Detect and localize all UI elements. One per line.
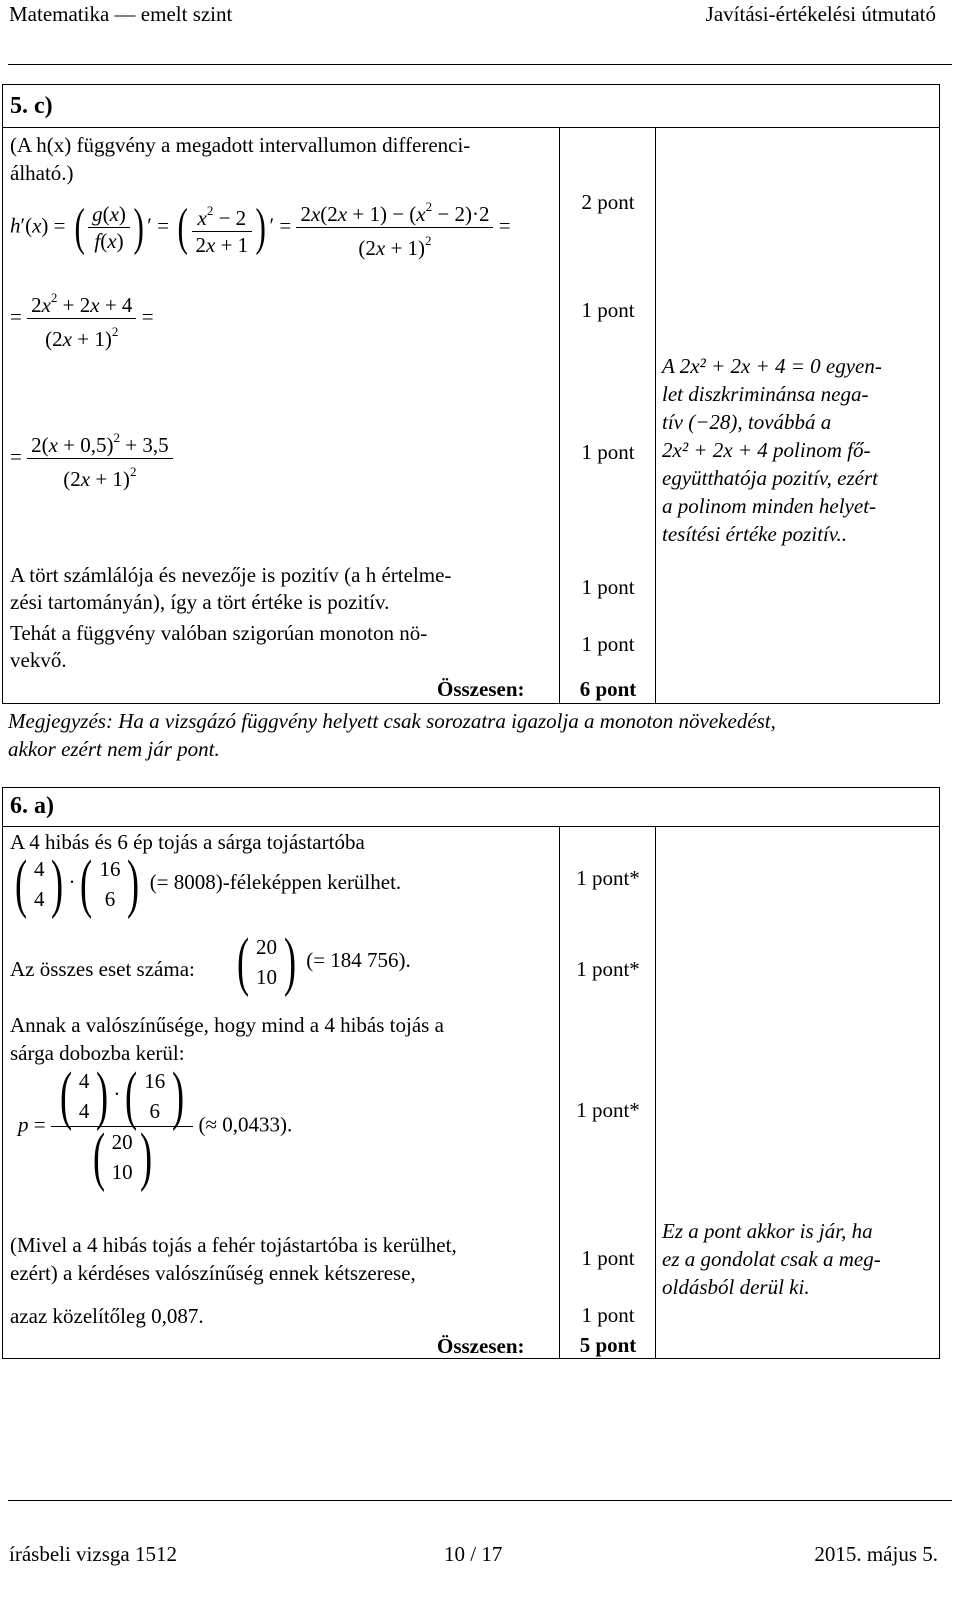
footer-right: 2015. május 5. xyxy=(814,1542,938,1566)
task5c-intro: (A h(x) függvény a megadott intervallumon differenci- xyxy=(10,133,471,157)
points: 2 pont xyxy=(581,190,635,214)
task5c-conclusion: Tehát a függvény valóban szigorúan monoton nö- xyxy=(10,621,428,645)
derivative-simplified: = $\frac{2x^2 + 2x + 4}{(2x + 1)^2}$ = xyxy=(10,285,154,352)
header-left: Matematika — emelt szint xyxy=(9,2,233,26)
task5c-side-note: A 2x² + 2x + 4 = 0 egyen- let diszkriminánsa nega- tív (−28), továbbá a 2x² + 2x + 4 polinom fő- együtthatója pozitív, ezért a polinom minden helyet- tesítési értéke pozitív.. xyxy=(662,354,882,546)
binomial-total: ( 20 10 ) (= 184 756). xyxy=(236,925,411,998)
task5c-title: 5. c) xyxy=(10,93,53,119)
points: 1 pont xyxy=(581,575,635,599)
points: 1 pont xyxy=(581,298,635,322)
points: 1 pont* xyxy=(576,866,640,890)
header-right: Javítási-értékelési útmutató xyxy=(705,2,936,26)
task5c-intro-2: álható.) xyxy=(10,161,74,185)
task6a-double: (Mivel a 4 hibás tojás a fehér tojástartóba is kerülhet, xyxy=(10,1233,457,1257)
task6a-prob-text: Annak a valószínűsége, hogy mind a 4 hibás tojás a xyxy=(10,1013,444,1037)
points: 1 pont* xyxy=(576,957,640,981)
task5c-remark-2: akkor ezért nem jár pont. xyxy=(8,737,220,761)
task6a-total-label: Összesen: xyxy=(437,1334,525,1358)
task5c-conclusion-2: vekvő. xyxy=(10,648,67,672)
points: 1 pont* xyxy=(576,1098,640,1122)
probability-formula: p = ( 4 4 ) ·( 16 6 ) ( 20 10 ) (≈ 0,0433). xyxy=(18,1059,293,1193)
footer-rule xyxy=(8,1500,952,1501)
derivative-completed-square: = $\frac{2(x + 0,5)^2 + 3,5}{(2x + 1)^2}$ xyxy=(10,425,173,492)
footer-left: írásbeli vizsga 1512 xyxy=(9,1542,177,1566)
binomial-product: ( 4 4 ) ·( 16 6 ) (= 8008)-féleképpen kerülhet. xyxy=(14,847,402,920)
footer-center: 10 / 17 xyxy=(444,1542,503,1566)
points: 1 pont xyxy=(581,1246,635,1270)
header-rule xyxy=(8,64,952,65)
task6a-approx: azaz közelítőleg 0,087. xyxy=(10,1304,204,1328)
total-points: 6 pont xyxy=(579,677,637,701)
task6a-prob-text-2: sárga dobozba kerül: xyxy=(10,1041,185,1065)
total-points: 5 pont xyxy=(579,1333,637,1357)
points: 1 pont xyxy=(581,1303,635,1327)
task6a-all-cases: Az összes eset száma: xyxy=(10,957,195,981)
task6a-line1: A 4 hibás és 6 ép tojás a sárga tojástartóba xyxy=(10,830,365,854)
task5c-remark: Megjegyzés: Ha a vizsgázó függvény helyett csak sorozatra igazolja a monoton növekedést, xyxy=(8,709,776,733)
task6a-title: 6. a) xyxy=(10,793,54,819)
points: 1 pont xyxy=(581,632,635,656)
points: 1 pont xyxy=(581,440,635,464)
task5c-total-label: Összesen: xyxy=(437,677,525,701)
task6a-side-note: Ez a pont akkor is jár, ha ez a gondolat csak a meg- oldásból derül ki. xyxy=(662,1219,881,1299)
task5c-positivity: A tört számlálója és nevezője is pozitív (a h értelme- xyxy=(10,563,452,587)
task5c-positivity-2: zési tartományán), így a tört értéke is pozitív. xyxy=(10,590,390,614)
derivative-formula: h′(x) = ( $\frac{g(x)}{f(x)}$ ) ′ = ( $\frac{x^2 - 2}{2x + 1}$ ) ′ = $\frac{2x(2x + 1) - (x^2 - 2)\cdot 2}{(2x + 1)^2}$ = xyxy=(10,194,511,261)
task6a-double-2: ezért) a kérdéses valószínűség ennek kétszerese, xyxy=(10,1261,416,1285)
